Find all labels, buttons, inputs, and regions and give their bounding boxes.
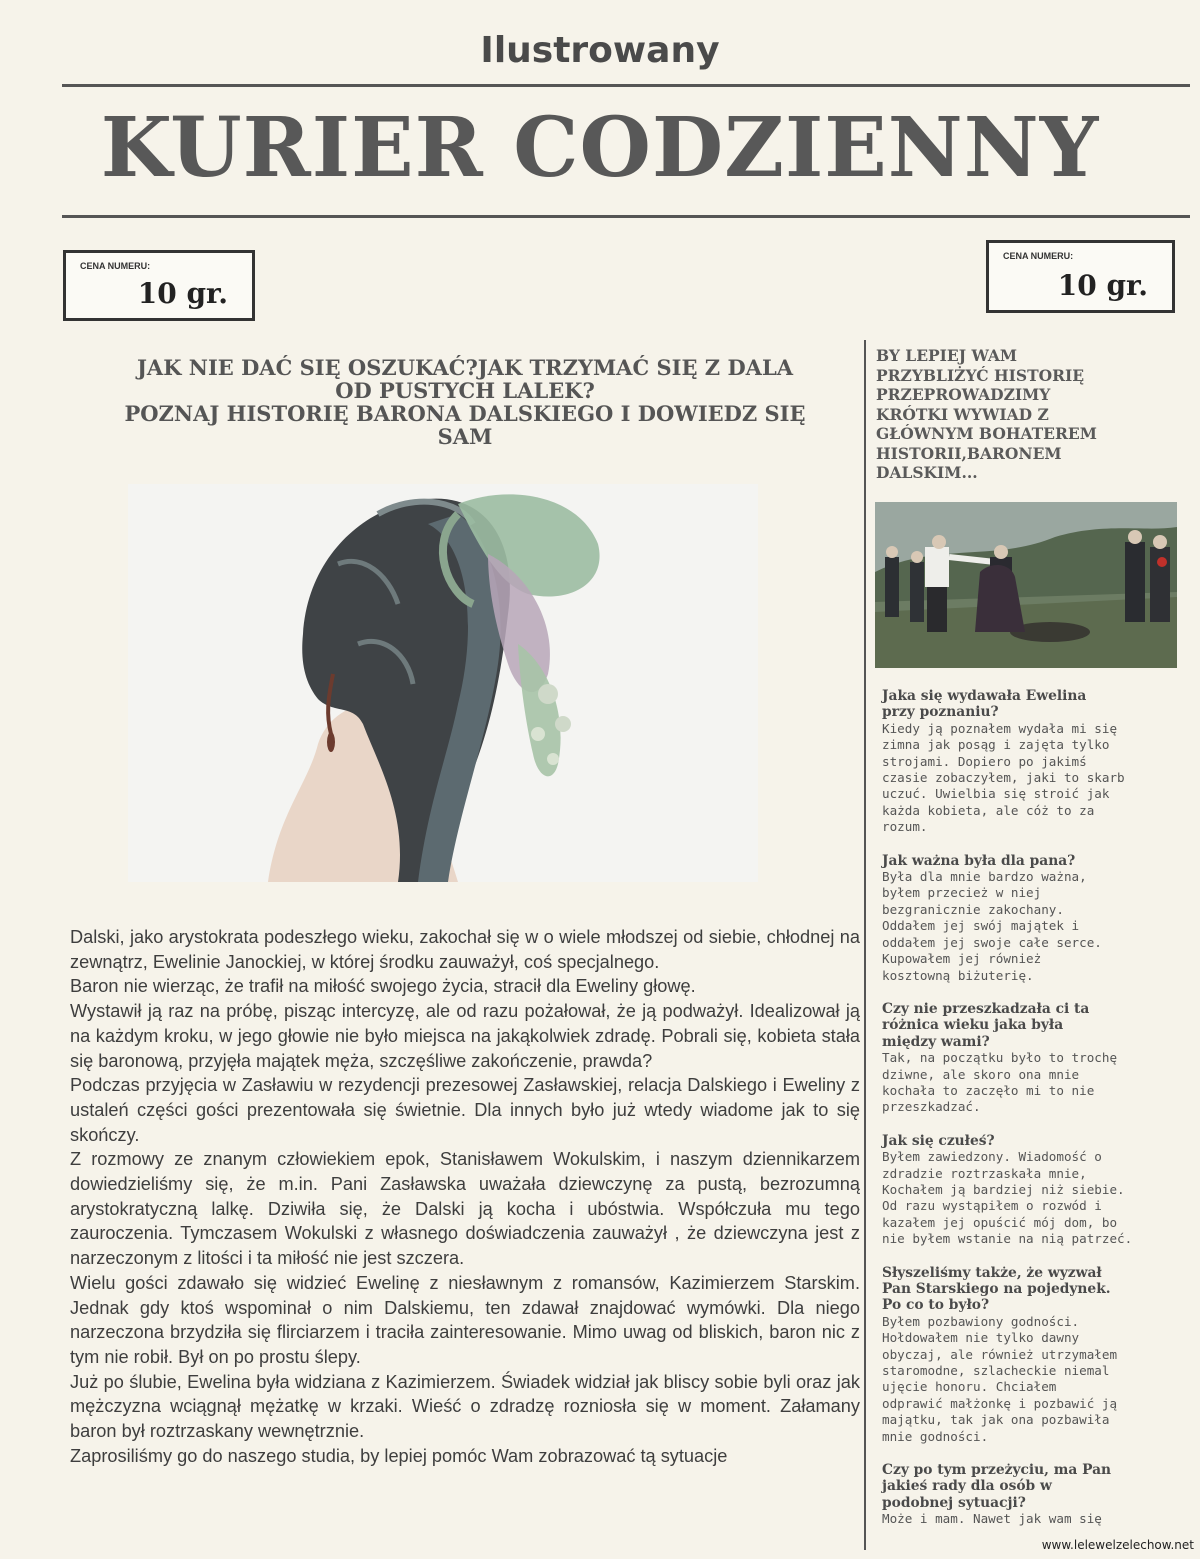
question-line: podobnej sytuacji? bbox=[882, 1494, 1026, 1511]
article-paragraph: Już po ślubie, Ewelina była widziana z Kazimierzem. Świadek widział jak bliscy sobie byli oraz jak mężczyzna wciągnął mężatkę w krzaki. Wieść o zdradzę rozniosła się w moment. Załamany baron był roztrzaskany wewnętrznie. bbox=[70, 1371, 860, 1442]
answer-line: Kiedy ją poznałem wydała mi się bbox=[882, 720, 1118, 736]
masthead-kicker: Ilustrowany bbox=[480, 30, 720, 71]
article-paragraph: Dalski, jako arystokrata podeszłego wieku, zakochał się w o wiele młodszej od siebie, chłodnej na zewnątrz, Ewelinie Janockiej, w której środku zauważył, coś specjalnego. bbox=[70, 927, 860, 972]
interview-answer bbox=[882, 869, 1172, 984]
question-line: różnica wieku jaka była bbox=[882, 1017, 1064, 1034]
answer-line: Była dla mnie bardzo ważna, bbox=[882, 869, 1087, 885]
portrait-drawing bbox=[128, 484, 758, 882]
masthead-title: KURIER CODZIENNY bbox=[100, 100, 1100, 196]
sidebar-intro-line: KRÓTKI WYWIAD Z bbox=[876, 404, 1049, 424]
sidebar-intro-line: HISTORII,BARONEM bbox=[876, 443, 1062, 463]
sidebar-intro-line: DALSKIM... bbox=[876, 463, 978, 482]
interview-qa bbox=[882, 1001, 1172, 1116]
answer-line: kosztowną biżuterię. bbox=[882, 967, 1034, 983]
answer-line: bezgranicznie zakochany. bbox=[882, 901, 1064, 917]
interview-qa bbox=[882, 1462, 1172, 1528]
price-value: 10 gr. bbox=[137, 277, 228, 310]
interview-question bbox=[882, 1133, 1172, 1149]
answer-line: kochała to zaczęło mi to nie bbox=[882, 1082, 1095, 1098]
question-line: między wami? bbox=[882, 1033, 990, 1050]
price-label: CENA NUMERU: bbox=[80, 261, 151, 271]
sidebar-intro-line: PRZEPROWADZIMY bbox=[876, 385, 1051, 404]
interview-answer bbox=[882, 721, 1172, 836]
answer-line: mnie godności. bbox=[882, 1428, 989, 1444]
question-line: Słyszeliśmy także, że wyzwał bbox=[882, 1264, 1102, 1281]
answer-line: majątku, tak jak ona pozbawiła bbox=[882, 1412, 1110, 1428]
answer-line: Byłem zawiedzony. Wiadomość o bbox=[882, 1149, 1102, 1165]
article-headline bbox=[70, 356, 860, 448]
article-paragraph: Baron nie wierząc, że trafił na miłość swojego życia, stracił dla Eweliny głowę. bbox=[70, 976, 696, 997]
question-line: Jak się czułeś? bbox=[882, 1132, 995, 1149]
answer-line: nie byłem wstanie na nią patrzeć. bbox=[882, 1231, 1133, 1247]
question-line: jakieś rady dla osób w bbox=[882, 1478, 1052, 1495]
interview-question bbox=[882, 1265, 1172, 1314]
answer-line: odprawić małżonkę i pozbawić ją bbox=[882, 1395, 1118, 1411]
answer-line: byłem przecież w niej bbox=[882, 885, 1042, 901]
woman-portrait-illustration bbox=[128, 484, 758, 882]
site-watermark: www.lelewelzelechow.net bbox=[1041, 1538, 1194, 1552]
headline-line: SAM bbox=[437, 424, 493, 449]
column-divider bbox=[864, 340, 866, 1550]
question-line: Jaka się wydawała Ewelina bbox=[882, 688, 1087, 704]
price-value: 10 gr. bbox=[1057, 269, 1148, 302]
interview-answer bbox=[882, 1050, 1172, 1116]
headline-line: POZNAJ HISTORIĘ BARONA DALSKIEGO I DOWIEDZ SIĘ bbox=[124, 401, 806, 426]
answer-line: zimna jak posąg i zajęta tylko bbox=[882, 737, 1110, 753]
answer-line: strojami. Dopiero po jakimś bbox=[882, 753, 1087, 769]
price-box-right bbox=[986, 240, 1175, 313]
interview bbox=[882, 688, 1172, 1545]
article-paragraph: Z rozmowy ze znanym człowiekiem epok, Stanisławem Wokulskim, i naszym dziennikarzem dowiedzieliśmy się, że m.in. Pani Zasławska uważała dziewczynę za pustą, bezrozumną arystokratyczną lalkę. Dziwiła się, że Dalski ją kocha i ubóstwia. Współczuła mu tego zauroczenia. Tymczasem Wokulski z własnego doświadczenia zauważył , że dziewczyna jest z narzeczonym z litości i ta miłość nie jest szczera. bbox=[70, 1149, 860, 1269]
answer-line: rozum. bbox=[882, 819, 928, 835]
interview-answer bbox=[882, 1511, 1172, 1527]
masthead-bottom-rule bbox=[62, 215, 1190, 218]
answer-line: uczuć. Uwielbia się stroić jak bbox=[882, 786, 1110, 802]
answer-line: obyczaj, ale również utrzymałem bbox=[882, 1346, 1118, 1362]
answer-line: Od razu wystąpiłem o rozwód i bbox=[882, 1198, 1102, 1214]
question-line: Pan Starskiego na pojedynek. bbox=[882, 1281, 1111, 1297]
answer-line: czasie zobaczyłem, jaki to skarb bbox=[882, 770, 1125, 786]
answer-line: dziwne, ale skoro ona mnie bbox=[882, 1066, 1080, 1082]
answer-line: staromodne, szlacheckie niemal bbox=[882, 1363, 1110, 1379]
answer-line: każda kobieta, ale cóż to za bbox=[882, 802, 1095, 818]
headline-line: JAK NIE DAĆ SIĘ OSZUKAĆ?JAK TRZYMAĆ SIĘ Z DALA bbox=[136, 355, 794, 380]
answer-line: Hołdowałem nie tylko dawny bbox=[882, 1330, 1080, 1346]
interview-qa bbox=[882, 853, 1172, 984]
sidebar-intro bbox=[876, 346, 1176, 483]
answer-line: Tak, na początku było to trochę bbox=[882, 1050, 1118, 1066]
article-paragraph: Wystawił ją raz na próbę, pisząc intercyzę, ale od razu pożałował, że ją podważył. Idealizował ją na każdym kroku, w jego głowie nie było miejsca na jakąkolwiek zdradę. Pobrali się, kobieta stała się baronową, przyjęła majątek męża, szczęśliwe zakończenie, prawda? bbox=[70, 1001, 860, 1071]
article-body bbox=[70, 925, 860, 1468]
interview-question bbox=[882, 688, 1172, 721]
interview-qa bbox=[882, 688, 1172, 836]
duel-scene-photo bbox=[875, 502, 1177, 668]
masthead-top-rule bbox=[62, 84, 1190, 87]
headline-line: OD PUSTYCH LALEK? bbox=[335, 378, 595, 403]
interview-qa bbox=[882, 1265, 1172, 1445]
duel-scene-drawing bbox=[875, 502, 1177, 668]
interview-question bbox=[882, 1462, 1172, 1511]
answer-line: przeszkadzać. bbox=[882, 1099, 981, 1115]
price-box-left bbox=[63, 250, 255, 321]
article-paragraph: Zaprosiliśmy go do naszego studia, by lepiej pomóc Wam zobrazować tą sytuacje bbox=[70, 1445, 728, 1466]
sidebar-intro-line: BY LEPIEJ WAM bbox=[876, 346, 1018, 365]
answer-line: Kupowałem jej również bbox=[882, 951, 1042, 967]
answer-line: ujęcie honoru. Chciałem bbox=[882, 1379, 1057, 1395]
answer-line: Może i mam. Nawet jak wam się bbox=[882, 1511, 1102, 1527]
interview-qa bbox=[882, 1133, 1172, 1248]
answer-line: kazałem jej opuścić mój dom, bo bbox=[882, 1214, 1118, 1230]
question-line: Czy nie przeszkadzała ci ta bbox=[882, 1000, 1090, 1017]
article-paragraph: Podczas przyjęcia w Zasławiu w rezydencji prezesowej Zasławskiej, relacja Dalskiego i Eweliny z ustaleń części gości prezentowała się świetnie. Dla innych było już wtedy wiadome jak to się skończy. bbox=[70, 1075, 860, 1145]
interview-question bbox=[882, 853, 1172, 869]
question-line: przy poznaniu? bbox=[882, 704, 999, 721]
interview-answer bbox=[882, 1314, 1172, 1445]
question-line: Czy po tym przeżyciu, ma Pan bbox=[882, 1462, 1112, 1479]
answer-line: Kochałem ją bardziej niż siebie. bbox=[882, 1181, 1125, 1197]
question-line: Po co to było? bbox=[882, 1297, 990, 1314]
answer-line: zdradzie roztrzaskała mnie, bbox=[882, 1165, 1087, 1181]
answer-line: Byłem pozbawiony godności. bbox=[882, 1313, 1080, 1329]
interview-question bbox=[882, 1001, 1172, 1050]
sidebar-intro-line: GŁÓWNYM BOHATEREM bbox=[876, 424, 1097, 443]
price-label: CENA NUMERU: bbox=[1003, 251, 1074, 261]
sidebar-intro-line: PRZYBLIŻYĆ HISTORIĘ bbox=[876, 365, 1085, 385]
answer-line: oddałem jej swoje całe serce. bbox=[882, 934, 1102, 950]
article-paragraph: Wielu gości zdawało się widzieć Ewelinę z niesławnym z romansów, Kazimierzem Starskim. Jednak gdy ktoś wspominał o nim Dalskiemu, ten zdawał znajdować wymówki. Dla niego narzeczona brzydziła się flirciarzem i traciła zainteresowanie. Mimo uwag od bliskich, baron nic z tym nie robił. Był on po prostu ślepy. bbox=[70, 1272, 860, 1367]
answer-line: Oddałem jej swój majątek i bbox=[882, 918, 1080, 934]
question-line: Jak ważna była dla pana? bbox=[882, 852, 1076, 869]
interview-answer bbox=[882, 1149, 1172, 1247]
